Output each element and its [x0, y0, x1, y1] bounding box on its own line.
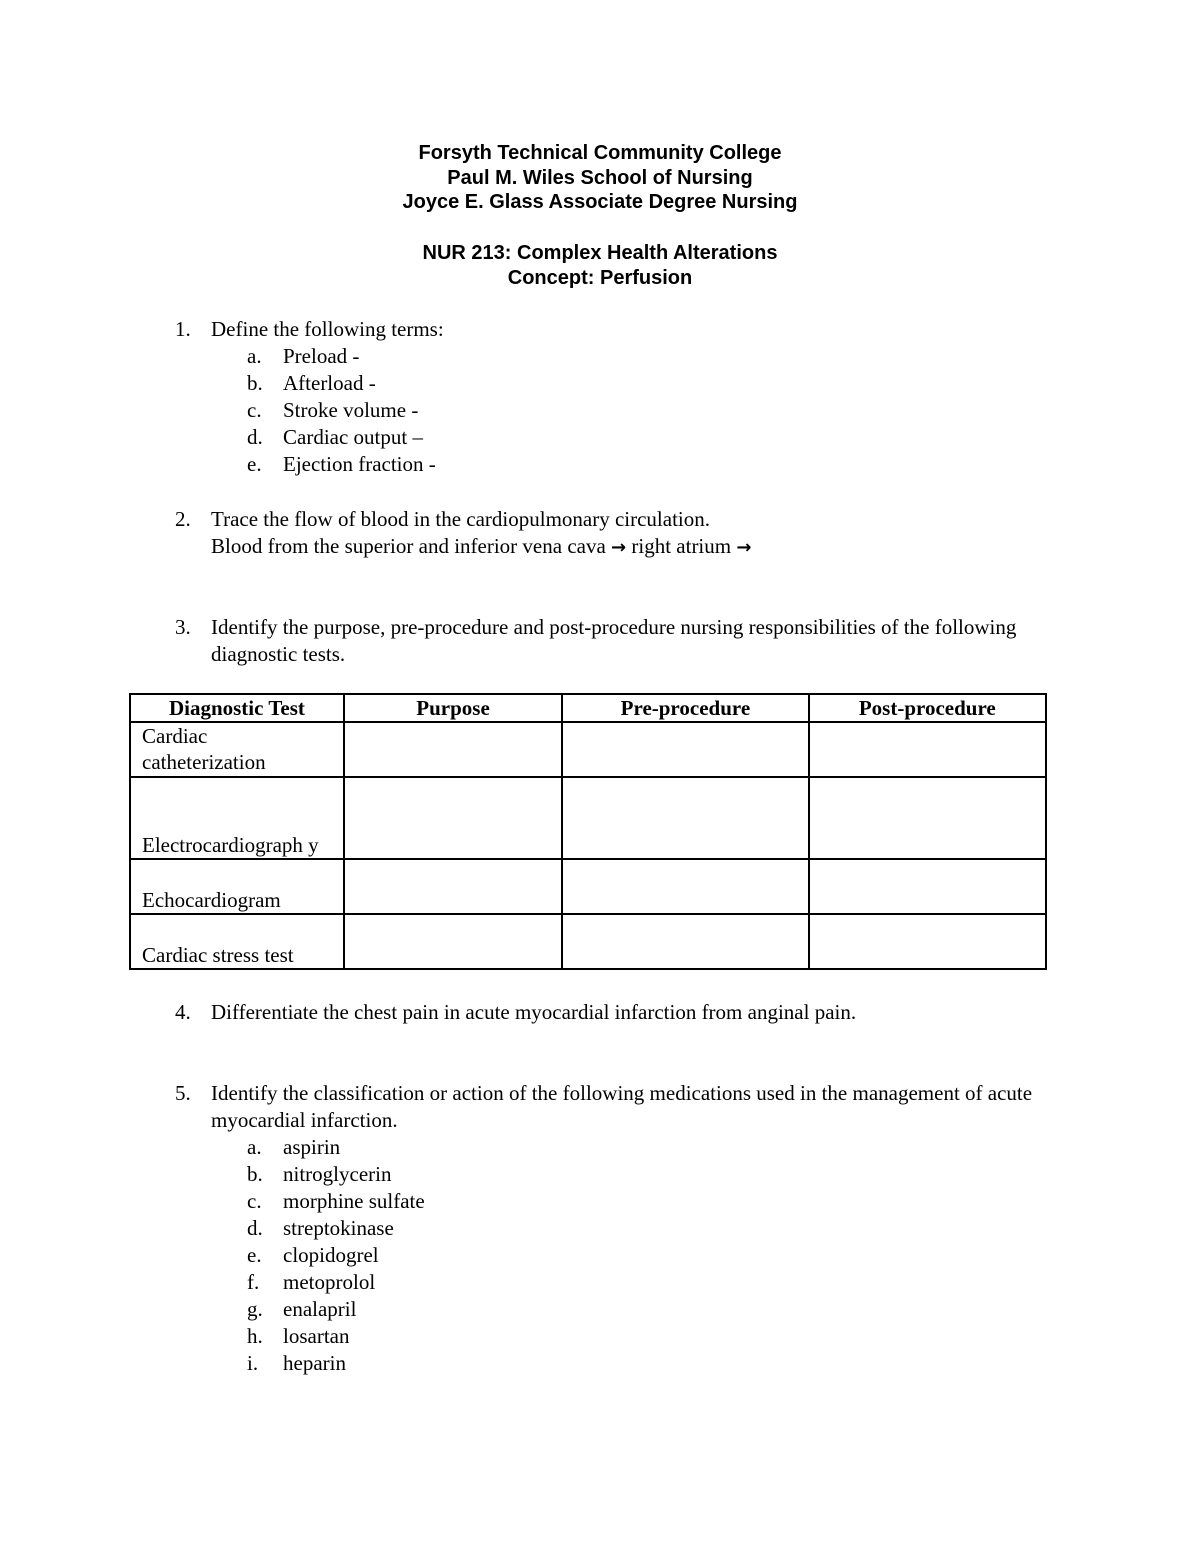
item-letter: e. — [247, 1243, 262, 1267]
table-row — [130, 859, 1046, 914]
arrow-right-icon: → — [611, 537, 627, 558]
table-row — [130, 914, 1046, 969]
item-letter: f. — [247, 1270, 260, 1294]
item-letter: h. — [247, 1324, 263, 1348]
medication-name: losartan — [283, 1324, 350, 1348]
item-text: Cardiac output – — [283, 425, 423, 449]
program-name: Joyce E. Glass Associate Degree Nursing — [402, 191, 798, 213]
purpose-cell[interactable] — [344, 859, 562, 914]
question-text: Identify the classification or action of the following medications used in the management of acute myocardial infarction. — [211, 1081, 1033, 1132]
college-name: Forsyth Technical Community College — [418, 142, 782, 164]
concept-title: Concept: Perfusion — [507, 266, 693, 289]
medication-name: metoprolol — [283, 1270, 376, 1294]
item-letter: d. — [247, 1216, 263, 1240]
purpose-cell[interactable] — [344, 914, 562, 969]
pre-procedure-cell[interactable] — [562, 859, 808, 914]
test-name-cell: Cardiac stress test — [130, 914, 344, 969]
table-row — [130, 722, 1046, 777]
medication-name: heparin — [283, 1351, 346, 1375]
item-letter: e. — [247, 452, 262, 476]
question-text: Define the following terms: — [211, 317, 444, 341]
pre-procedure-cell[interactable] — [562, 777, 808, 859]
pre-procedure-cell[interactable] — [562, 914, 808, 969]
blood-flow-trace — [211, 533, 1071, 561]
purpose-cell[interactable] — [344, 722, 562, 777]
item-letter: i. — [247, 1351, 259, 1375]
item-letter: d. — [247, 425, 263, 449]
diagnostic-tests-table — [129, 693, 1047, 970]
question-number: 5. — [175, 1081, 191, 1105]
post-procedure-cell[interactable] — [809, 777, 1046, 859]
question-text: Differentiate the chest pain in acute myocardial infarction from anginal pain. — [211, 1000, 857, 1024]
medication-name: clopidogrel — [283, 1243, 379, 1267]
test-name-cell: Cardiac catheterization — [130, 722, 344, 777]
column-header: Diagnostic Test — [130, 694, 344, 722]
arrow-right-icon: → — [736, 537, 752, 558]
item-text: Preload - — [283, 344, 360, 368]
medication-name: nitroglycerin — [283, 1162, 392, 1186]
pre-procedure-cell[interactable] — [562, 722, 808, 777]
question-text: Trace the flow of blood in the cardiopulmonary circulation. — [211, 507, 711, 531]
table-row — [130, 777, 1046, 859]
medication-name: morphine sulfate — [283, 1189, 425, 1213]
medication-name: aspirin — [283, 1135, 341, 1159]
item-text: Ejection fraction - — [283, 452, 436, 476]
item-text: Stroke volume - — [283, 398, 419, 422]
column-header: Pre-procedure — [562, 694, 808, 722]
course-header — [0, 241, 1200, 290]
course-title: NUR 213: Complex Health Alterations — [422, 242, 778, 264]
table-header-row — [130, 694, 1046, 722]
post-procedure-cell[interactable] — [809, 859, 1046, 914]
post-procedure-cell[interactable] — [809, 914, 1046, 969]
question-number: 1. — [175, 317, 191, 341]
document-header — [0, 141, 1200, 215]
school-name: Paul M. Wiles School of Nursing — [447, 166, 753, 189]
item-letter: b. — [247, 371, 263, 395]
column-header: Purpose — [344, 694, 562, 722]
item-letter: b. — [247, 1162, 263, 1186]
purpose-cell[interactable] — [344, 777, 562, 859]
item-letter: c. — [247, 398, 262, 422]
item-text: Afterload - — [283, 371, 376, 395]
question-number: 2. — [175, 507, 191, 531]
item-letter: c. — [247, 1189, 262, 1213]
question-number: 4. — [175, 1000, 191, 1024]
medication-name: enalapril — [283, 1297, 357, 1321]
item-letter: a. — [247, 344, 262, 368]
medication-name: streptokinase — [283, 1216, 394, 1240]
post-procedure-cell[interactable] — [809, 722, 1046, 777]
question-number: 3. — [175, 615, 191, 639]
trace-start: Blood from the superior and inferior vena cava — [211, 534, 606, 558]
item-letter: g. — [247, 1297, 263, 1321]
column-header: Post-procedure — [809, 694, 1046, 722]
test-name-cell: Echocardiogram — [130, 859, 344, 914]
test-name-cell: Electrocardiograph y — [130, 777, 344, 859]
question-text: Identify the purpose, pre-procedure and post-procedure nursing responsibilities of the following diagnostic tests. — [211, 615, 1017, 666]
item-letter: a. — [247, 1135, 262, 1159]
trace-step: right atrium — [631, 534, 732, 558]
